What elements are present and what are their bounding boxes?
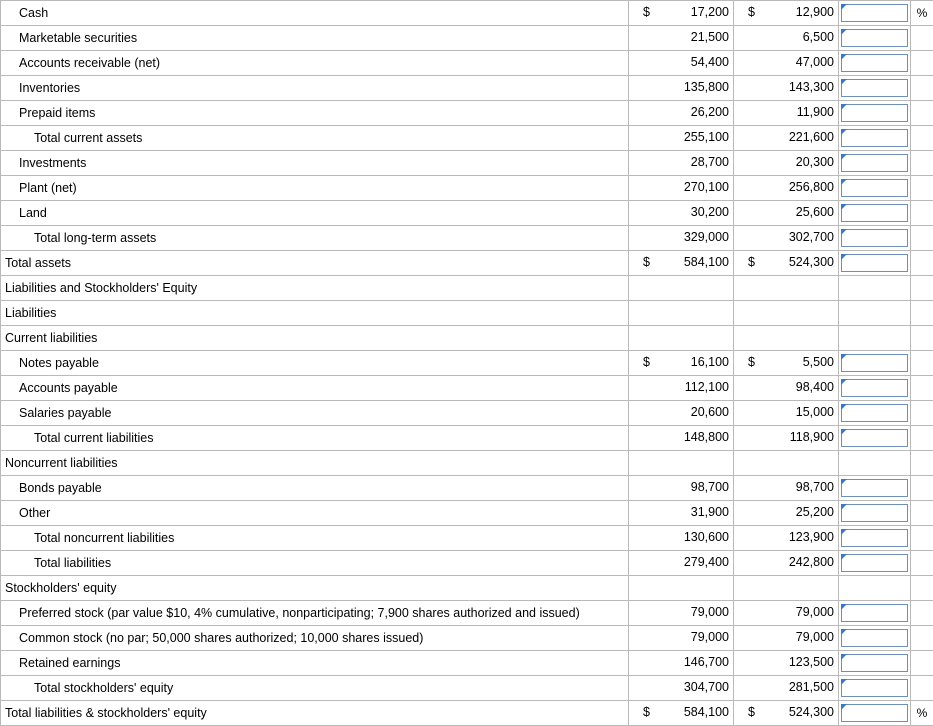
current-year-value: 30,200 [691,205,729,219]
prior-year-value: 256,800 [789,180,834,194]
percent-sign [911,51,933,76]
percent-sign [911,176,933,201]
row-label: Noncurrent liabilities [1,451,629,476]
prior-year-cell [734,701,839,726]
currency-symbol: $ [748,255,755,269]
percent-sign [911,251,933,276]
row-label: Plant (net) [1,176,629,201]
cell-marker-icon [841,179,847,185]
row-label: Accounts receivable (net) [1,51,629,76]
current-year-cell [629,201,734,226]
percent-input[interactable] [841,704,908,722]
percent-input[interactable] [841,354,908,372]
percent-input[interactable] [841,679,908,697]
row-label: Land [1,201,629,226]
table-row [1,176,933,201]
percent-sign [911,201,933,226]
table-row [1,51,933,76]
cell-marker-icon [841,4,847,10]
prior-year-cell [734,151,839,176]
percent-sign [911,326,933,351]
answer-cell [839,401,911,426]
prior-year-cell [734,226,839,251]
prior-year-cell [734,601,839,626]
currency-symbol: $ [643,705,650,719]
row-label: Total long-term assets [1,226,629,251]
cell-marker-icon [841,379,847,385]
prior-year-cell [734,76,839,101]
cell-marker-icon [841,629,847,635]
row-label: Total assets [1,251,629,276]
table-row [1,601,933,626]
answer-cell [839,451,911,476]
prior-year-value: 281,500 [789,680,834,694]
prior-year-value: 524,300 [789,705,834,719]
current-year-cell [629,551,734,576]
current-year-cell [629,226,734,251]
prior-year-value: 20,300 [796,155,834,169]
table-row [1,326,933,351]
current-year-cell [629,151,734,176]
prior-year-value: 143,300 [789,80,834,94]
answer-cell [839,676,911,701]
prior-year-cell [734,126,839,151]
current-year-cell [629,301,734,326]
cell-marker-icon [841,504,847,510]
current-year-cell [629,476,734,501]
percent-sign [911,476,933,501]
percent-sign [911,676,933,701]
balance-sheet-body [1,1,933,726]
prior-year-value: 98,400 [796,380,834,394]
answer-cell [839,576,911,601]
answer-cell [839,501,911,526]
row-label: Preferred stock (par value $10, 4% cumulative, nonparticipating; 7,900 shares authorized and issued) [1,601,629,626]
answer-cell [839,426,911,451]
row-label: Current liabilities [1,326,629,351]
prior-year-cell [734,676,839,701]
percent-sign [911,376,933,401]
percent-input[interactable] [841,104,908,122]
current-year-value: 21,500 [691,30,729,44]
table-row [1,626,933,651]
prior-year-value: 47,000 [796,55,834,69]
answer-cell [839,276,911,301]
percent-input[interactable] [841,429,908,447]
prior-year-cell [734,376,839,401]
currency-symbol: $ [748,705,755,719]
answer-cell [839,551,911,576]
table-row [1,276,933,301]
percent-sign: % [911,701,933,726]
percent-sign [911,226,933,251]
prior-year-cell [734,276,839,301]
table-row [1,376,933,401]
current-year-value: 584,100 [684,705,729,719]
current-year-cell [629,576,734,601]
current-year-value: 20,600 [691,405,729,419]
percent-sign [911,76,933,101]
cell-marker-icon [841,129,847,135]
percent-sign [911,301,933,326]
prior-year-value: 79,000 [796,630,834,644]
current-year-value: 54,400 [691,55,729,69]
current-year-value: 26,200 [691,105,729,119]
row-label: Total noncurrent liabilities [1,526,629,551]
current-year-value: 112,100 [685,380,729,394]
percent-sign [911,126,933,151]
answer-cell [839,226,911,251]
cell-marker-icon [841,54,847,60]
prior-year-value: 123,500 [789,655,834,669]
percent-input[interactable] [841,479,908,497]
cell-marker-icon [841,254,847,260]
current-year-cell [629,126,734,151]
prior-year-cell [734,251,839,276]
cell-marker-icon [841,554,847,560]
cell-marker-icon [841,354,847,360]
current-year-cell [629,526,734,551]
answer-cell [839,376,911,401]
cell-marker-icon [841,404,847,410]
percent-input[interactable] [841,29,908,47]
currency-symbol: $ [643,255,650,269]
percent-sign [911,101,933,126]
percent-sign [911,26,933,51]
table-row [1,301,933,326]
percent-input[interactable] [841,654,908,672]
current-year-value: 31,900 [691,505,729,519]
current-year-cell [629,626,734,651]
cell-marker-icon [841,79,847,85]
percent-input[interactable] [841,629,908,647]
current-year-value: 79,000 [691,630,729,644]
percent-sign [911,576,933,601]
row-label: Common stock (no par; 50,000 shares authorized; 10,000 shares issued) [1,626,629,651]
current-year-cell [629,1,734,26]
row-label: Other [1,501,629,526]
current-year-cell [629,451,734,476]
prior-year-value: 15,000 [796,405,834,419]
prior-year-cell [734,476,839,501]
percent-sign [911,351,933,376]
percent-input[interactable] [841,254,908,272]
current-year-cell [629,176,734,201]
percent-input[interactable] [841,504,908,522]
percent-sign [911,451,933,476]
table-row [1,1,933,26]
answer-cell [839,151,911,176]
current-year-cell [629,101,734,126]
row-label: Marketable securities [1,26,629,51]
answer-cell [839,76,911,101]
answer-cell [839,301,911,326]
answer-cell [839,251,911,276]
prior-year-value: 242,800 [789,555,834,569]
prior-year-value: 524,300 [789,255,834,269]
prior-year-value: 5,500 [803,355,834,369]
percent-input[interactable] [841,79,908,97]
row-label: Notes payable [1,351,629,376]
prior-year-cell [734,1,839,26]
row-label: Investments [1,151,629,176]
currency-symbol: $ [748,5,755,19]
table-row [1,151,933,176]
answer-cell [839,26,911,51]
prior-year-value: 25,600 [796,205,834,219]
row-label: Cash [1,1,629,26]
current-year-value: 135,800 [684,80,729,94]
current-year-cell [629,676,734,701]
current-year-value: 148,800 [684,430,729,444]
row-label: Inventories [1,76,629,101]
table-row [1,251,933,276]
percent-input[interactable] [841,554,908,572]
prior-year-cell [734,101,839,126]
table-row [1,551,933,576]
prior-year-value: 98,700 [796,480,834,494]
percent-input[interactable] [841,529,908,547]
cell-marker-icon [841,529,847,535]
cell-marker-icon [841,704,847,710]
prior-year-value: 123,900 [789,530,834,544]
answer-cell [839,51,911,76]
prior-year-value: 12,900 [796,5,834,19]
current-year-cell [629,701,734,726]
prior-year-cell [734,551,839,576]
table-row [1,476,933,501]
percent-sign [911,601,933,626]
prior-year-cell [734,451,839,476]
current-year-value: 279,400 [684,555,729,569]
row-label: Liabilities [1,301,629,326]
row-label: Retained earnings [1,651,629,676]
current-year-cell [629,326,734,351]
cell-marker-icon [841,479,847,485]
row-label: Accounts payable [1,376,629,401]
prior-year-cell [734,401,839,426]
current-year-value: 304,700 [684,680,729,694]
current-year-cell [629,426,734,451]
row-label: Salaries payable [1,401,629,426]
answer-cell [839,601,911,626]
prior-year-value: 118,900 [790,430,834,444]
answer-cell [839,201,911,226]
prior-year-value: 11,900 [797,105,834,119]
row-label: Total current liabilities [1,426,629,451]
current-year-cell [629,401,734,426]
answer-cell [839,126,911,151]
cell-marker-icon [841,104,847,110]
current-year-cell [629,376,734,401]
percent-input[interactable] [841,179,908,197]
table-row [1,526,933,551]
answer-cell [839,176,911,201]
answer-cell [839,351,911,376]
table-row [1,76,933,101]
cell-marker-icon [841,29,847,35]
current-year-value: 146,700 [684,655,729,669]
prior-year-cell [734,351,839,376]
prior-year-cell [734,526,839,551]
prior-year-cell [734,576,839,601]
table-row [1,201,933,226]
table-row [1,26,933,51]
prior-year-cell [734,326,839,351]
cell-marker-icon [841,654,847,660]
current-year-value: 17,200 [691,5,729,19]
answer-cell [839,526,911,551]
table-row [1,101,933,126]
table-row [1,226,933,251]
currency-symbol: $ [643,355,650,369]
percent-sign [911,551,933,576]
percent-input[interactable] [841,379,908,397]
prior-year-value: 25,200 [796,505,834,519]
prior-year-cell [734,51,839,76]
cell-marker-icon [841,229,847,235]
row-label: Stockholders' equity [1,576,629,601]
current-year-value: 16,100 [691,355,729,369]
row-label: Prepaid items [1,101,629,126]
percent-input[interactable] [841,154,908,172]
table-row [1,351,933,376]
percent-sign [911,401,933,426]
prior-year-cell [734,426,839,451]
percent-sign: % [911,1,933,26]
percent-input[interactable] [841,604,908,622]
current-year-value: 98,700 [691,480,729,494]
cell-marker-icon [841,154,847,160]
percent-input[interactable] [841,229,908,247]
percent-sign [911,526,933,551]
prior-year-cell [734,176,839,201]
table-row [1,426,933,451]
prior-year-cell [734,626,839,651]
current-year-cell [629,276,734,301]
prior-year-cell [734,201,839,226]
cell-marker-icon [841,679,847,685]
row-label: Total stockholders' equity [1,676,629,701]
table-row [1,401,933,426]
current-year-value: 270,100 [684,180,729,194]
prior-year-value: 6,500 [803,30,834,44]
cell-marker-icon [841,604,847,610]
current-year-value: 79,000 [691,605,729,619]
current-year-cell [629,76,734,101]
percent-input[interactable] [841,4,908,22]
current-year-cell [629,601,734,626]
table-row [1,701,933,726]
current-year-value: 255,100 [684,130,729,144]
current-year-value: 329,000 [684,230,729,244]
answer-cell [839,701,911,726]
row-label: Total current assets [1,126,629,151]
prior-year-value: 79,000 [796,605,834,619]
current-year-value: 28,700 [691,155,729,169]
prior-year-cell [734,501,839,526]
percent-sign [911,151,933,176]
current-year-value: 584,100 [684,255,729,269]
percent-sign [911,626,933,651]
percent-sign [911,426,933,451]
prior-year-cell [734,301,839,326]
prior-year-value: 221,600 [789,130,834,144]
table-row [1,126,933,151]
prior-year-value: 302,700 [789,230,834,244]
answer-cell [839,326,911,351]
answer-cell [839,626,911,651]
percent-sign [911,276,933,301]
table-row [1,501,933,526]
table-row [1,676,933,701]
percent-input[interactable] [841,54,908,72]
current-year-cell [629,351,734,376]
answer-cell [839,1,911,26]
current-year-cell [629,251,734,276]
row-label: Bonds payable [1,476,629,501]
current-year-cell [629,51,734,76]
table-row [1,451,933,476]
row-label: Total liabilities [1,551,629,576]
percent-input[interactable] [841,129,908,147]
percent-input[interactable] [841,404,908,422]
cell-marker-icon [841,204,847,210]
prior-year-cell [734,26,839,51]
table-row [1,576,933,601]
row-label: Liabilities and Stockholders' Equity [1,276,629,301]
current-year-value: 130,600 [684,530,729,544]
row-label: Total liabilities & stockholders' equity [1,701,629,726]
cell-marker-icon [841,429,847,435]
percent-sign [911,501,933,526]
current-year-cell [629,26,734,51]
percent-input[interactable] [841,204,908,222]
answer-cell [839,101,911,126]
answer-cell [839,476,911,501]
current-year-cell [629,501,734,526]
currency-symbol: $ [748,355,755,369]
currency-symbol: $ [643,5,650,19]
